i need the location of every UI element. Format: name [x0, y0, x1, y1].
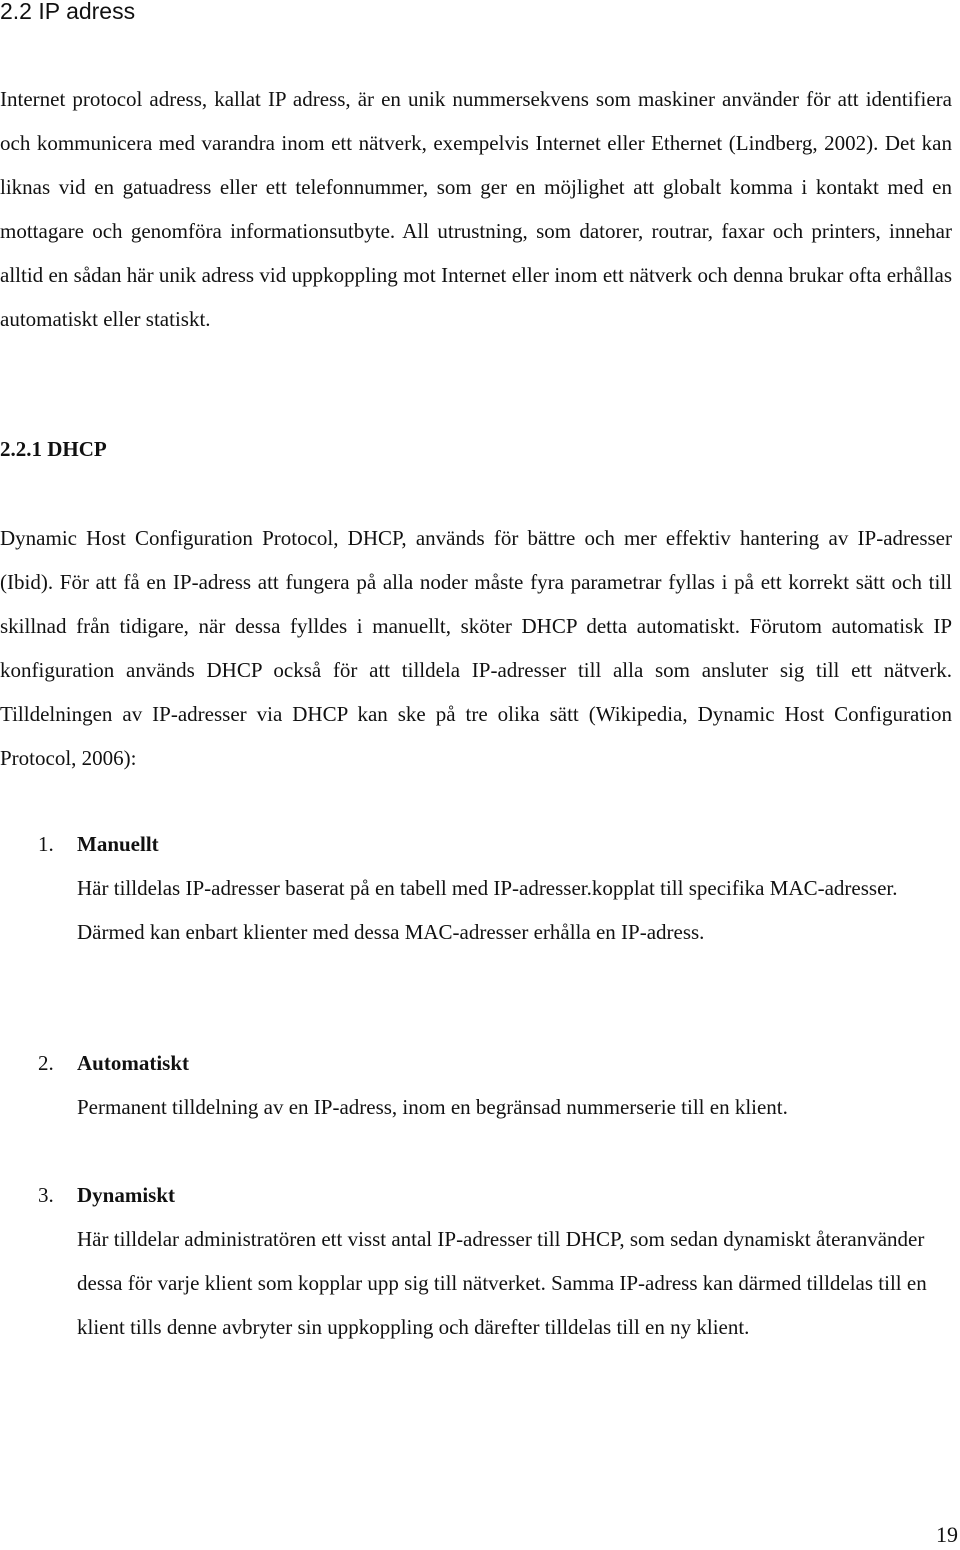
- ip-address-paragraph: Internet protocol adress, kallat IP adress, är en unik nummersekvens som maskiner använder för att identifiera och kommunicera med varandra inom ett nätverk, exempelvis Internet eller Ethernet (Lindberg, 2002). Det kan liknas vid en gatuadress eller ett telefonnummer, som ger en möjlighet att globalt komma i kontakt med en mottagare och genomföra informationsutbyte. All utrustning, som datorer, routrar, faxar och printers, innehar alltid en sådan här unik adress vid uppkoppling mot Internet eller inom ett nätverk och denna brukar ofta erhållas automatiskt eller statiskt.: [0, 87, 952, 331]
- list-item-title: Manuellt: [77, 832, 159, 856]
- list-item-title: Dynamiskt: [77, 1183, 176, 1207]
- subsection-heading: 2.2.1 DHCP: [0, 437, 107, 461]
- list-item-number: 1.: [38, 832, 54, 856]
- page-number: 19: [936, 1522, 958, 1547]
- dhcp-paragraph: Dynamic Host Configuration Protocol, DHCP, används för bättre och mer effektiv hantering av IP-adresser (Ibid). För att få en IP-adress att fungera på alla noder måste fyra parametrar fyllas i på ett korrekt sätt och till skillnad från tidigare, när dessa fylldes i manuellt, sköter DHCP detta automatiskt. Förutom automatisk IP konfiguration används DHCP också för att tilldela IP-adresser till alla som ansluter sig till ett nätverk. Tilldelningen av IP-adresser via DHCP kan ske på tre olika sätt (Wikipedia, Dynamic Host Configuration Protocol, 2006):: [0, 526, 952, 770]
- list-item-description: Här tilldelas IP-adresser baserat på en tabell med IP-adresser.kopplat till specifika MAC-adresser. Därmed kan enbart klienter med dessa MAC-adresser erhålla en IP-adress.: [77, 876, 898, 944]
- list-item-title: Automatiskt: [77, 1051, 190, 1075]
- list-item-description: Här tilldelar administratören ett visst antal IP-adresser till DHCP, som sedan dynamiskt återanvänder dessa för varje klient som kopplar upp sig till nätverket. Samma IP-adress kan därmed tilldelas till en klient tills denne avbryter sin uppkoppling och därefter tilldelas till en ny klient.: [77, 1227, 927, 1339]
- list-item-number: 3.: [38, 1183, 54, 1207]
- list-item-description: Permanent tilldelning av en IP-adress, inom en begränsad nummerserie till en klient.: [77, 1095, 788, 1119]
- section-heading: 2.2 IP adress: [0, 0, 136, 24]
- list-item-number: 2.: [38, 1051, 54, 1075]
